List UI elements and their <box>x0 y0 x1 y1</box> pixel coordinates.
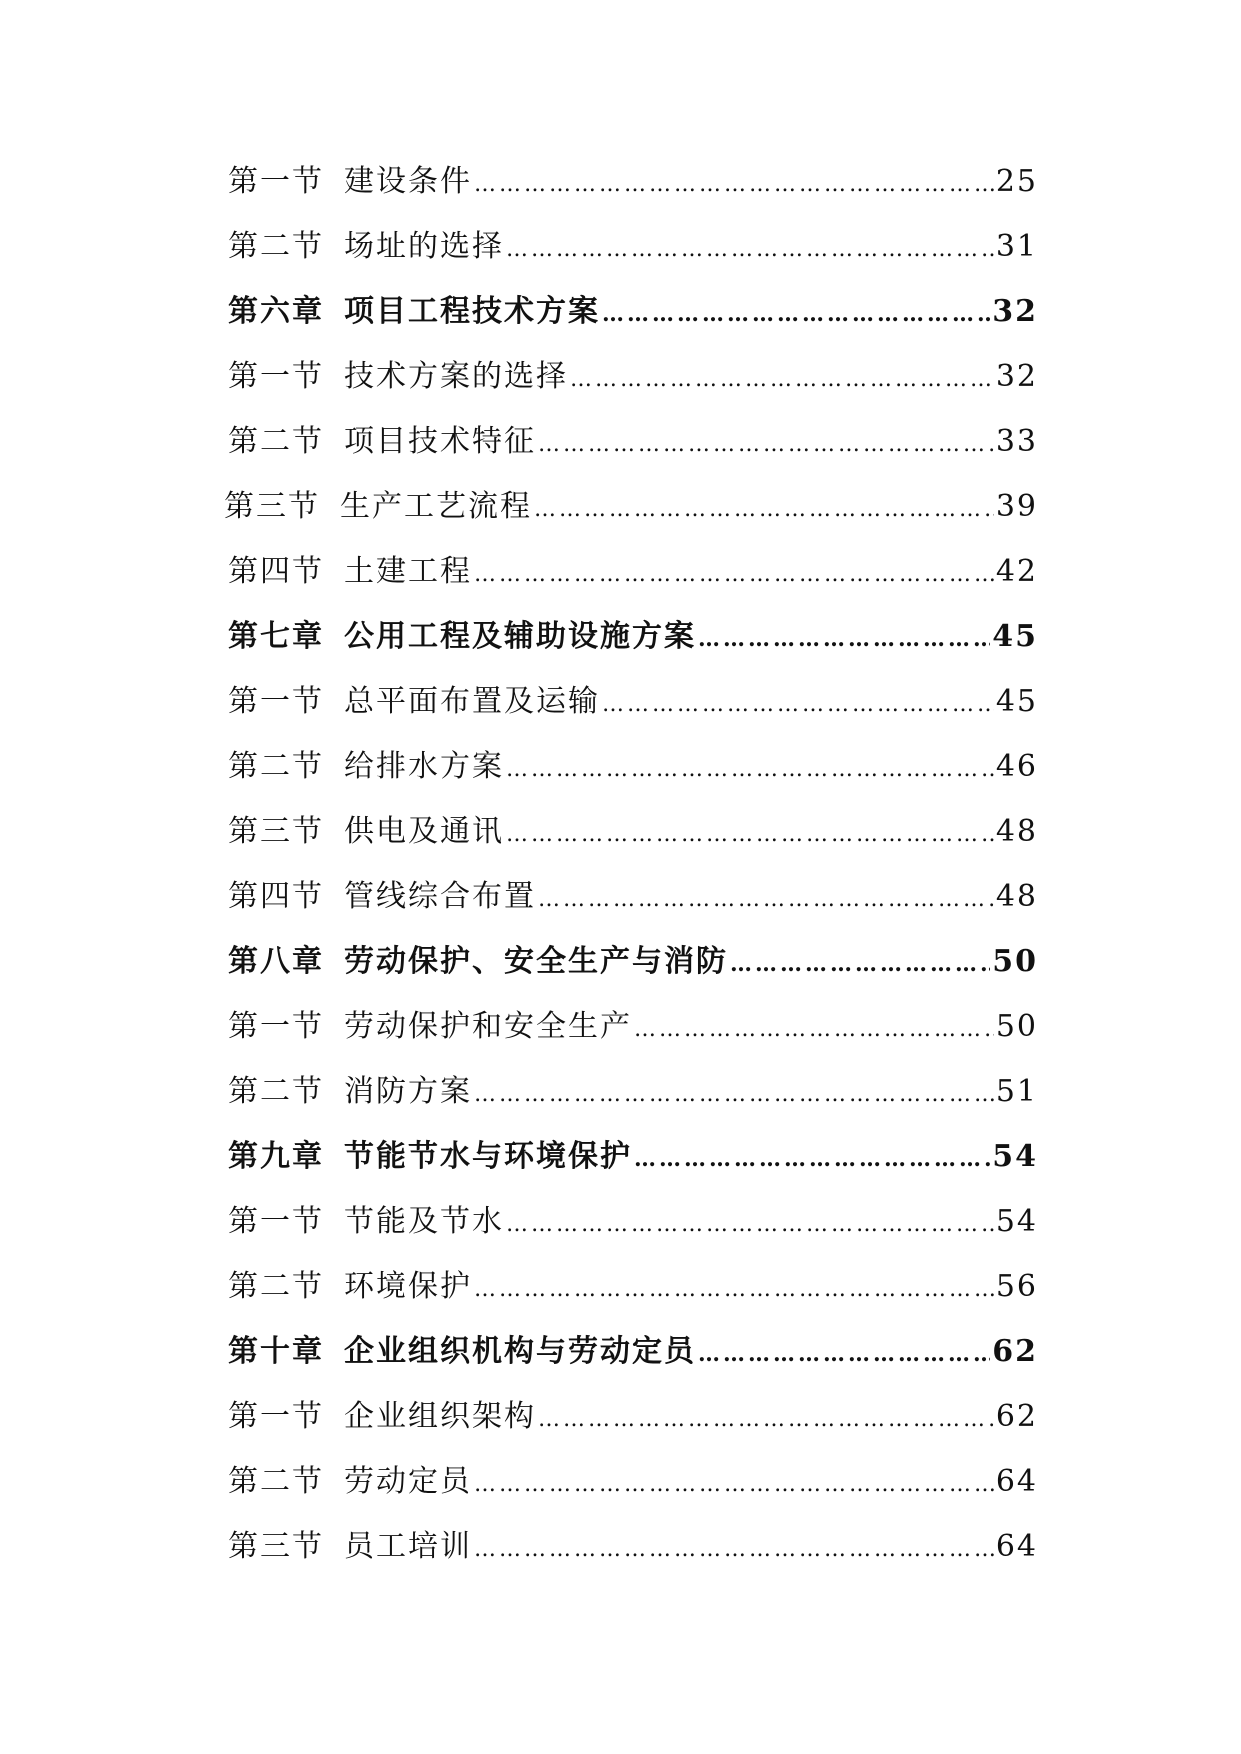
toc-entry[interactable] <box>228 1449 1038 1514</box>
toc-page-number: 25 <box>995 164 1038 199</box>
toc-page-number: 54 <box>995 1204 1038 1239</box>
toc-entry[interactable] <box>228 1384 1038 1449</box>
toc-entry[interactable] <box>228 734 1038 799</box>
toc-page-number: 54 <box>992 1139 1038 1174</box>
toc-entry[interactable] <box>228 539 1038 604</box>
dot-leader <box>474 542 994 607</box>
toc-title: 总平面布置及运输 <box>344 684 600 719</box>
toc-chapter-entry[interactable] <box>228 1124 1038 1189</box>
dot-leader <box>474 1257 994 1322</box>
toc-page-number: 51 <box>995 1074 1038 1109</box>
dot-leader <box>730 932 990 997</box>
toc-label: 第九章 <box>228 1139 324 1174</box>
toc-chapter-entry[interactable] <box>228 1319 1038 1384</box>
toc-title: 员工培训 <box>344 1529 472 1564</box>
toc-title: 供电及通讯 <box>344 814 504 849</box>
toc-page-number: 50 <box>995 1009 1038 1044</box>
toc-label: 第六章 <box>228 294 324 329</box>
toc-page-number: 50 <box>992 944 1038 979</box>
toc-label: 第四节 <box>228 879 324 914</box>
toc-page-number: 32 <box>995 359 1038 394</box>
dot-leader <box>506 802 994 867</box>
toc-entry[interactable] <box>228 1059 1038 1124</box>
toc-entry[interactable] <box>228 799 1038 864</box>
toc-title: 给排水方案 <box>344 749 504 784</box>
toc-title: 劳动保护、安全生产与消防 <box>344 944 728 979</box>
toc-entry[interactable] <box>228 1514 1038 1579</box>
toc-entry[interactable] <box>228 669 1038 734</box>
toc-page-number: 62 <box>995 1399 1038 1434</box>
toc-label: 第一节 <box>228 164 324 199</box>
toc-page-number: 64 <box>995 1464 1038 1499</box>
toc-entry[interactable] <box>228 864 1038 929</box>
toc-title: 企业组织架构 <box>344 1399 536 1434</box>
toc-label: 第三节 <box>228 814 324 849</box>
toc-page-number: 62 <box>992 1334 1038 1369</box>
toc-entry[interactable] <box>224 474 1038 539</box>
toc-chapter-entry[interactable] <box>228 279 1038 344</box>
toc-title: 节能节水与环境保护 <box>344 1139 632 1174</box>
toc-title: 企业组织机构与劳动定员 <box>344 1334 696 1369</box>
toc-title: 节能及节水 <box>344 1204 504 1239</box>
toc-title: 土建工程 <box>344 554 472 589</box>
toc-label: 第一节 <box>228 1009 324 1044</box>
dot-leader <box>474 1517 994 1582</box>
toc-page-number: 31 <box>995 229 1038 264</box>
toc-page-number: 64 <box>995 1529 1038 1564</box>
toc-page-number: 46 <box>995 749 1038 784</box>
toc-label: 第一节 <box>228 1399 324 1434</box>
toc-page-number: 45 <box>995 684 1038 719</box>
toc-entry[interactable] <box>228 994 1038 1059</box>
toc-title: 环境保护 <box>344 1269 472 1304</box>
toc-label: 第二节 <box>228 1464 324 1499</box>
toc-label: 第三节 <box>228 1529 324 1564</box>
toc-title: 技术方案的选择 <box>344 359 568 394</box>
toc-entry[interactable] <box>228 1189 1038 1254</box>
dot-leader <box>474 152 994 217</box>
dot-leader <box>506 1192 994 1257</box>
dot-leader <box>474 1452 994 1517</box>
toc-title: 场址的选择 <box>344 229 504 264</box>
dot-leader <box>474 1062 994 1127</box>
dot-leader <box>698 607 990 672</box>
dot-leader <box>634 997 994 1062</box>
toc-title: 劳动定员 <box>344 1464 472 1499</box>
toc-chapter-entry[interactable] <box>228 604 1038 669</box>
toc-title: 项目工程技术方案 <box>344 294 600 329</box>
toc-label: 第二节 <box>228 229 324 264</box>
toc-title: 项目技术特征 <box>344 424 536 459</box>
toc-title: 管线综合布置 <box>344 879 536 914</box>
dot-leader <box>602 672 994 737</box>
toc-entry[interactable] <box>228 214 1038 279</box>
dot-leader <box>538 412 994 477</box>
toc-page-number: 33 <box>995 424 1038 459</box>
dot-leader <box>534 477 994 542</box>
toc-label: 第十章 <box>228 1334 324 1369</box>
toc-page-number: 32 <box>992 294 1038 329</box>
toc-label: 第四节 <box>228 554 324 589</box>
toc-title: 消防方案 <box>344 1074 472 1109</box>
dot-leader <box>538 1387 994 1452</box>
toc-label: 第八章 <box>228 944 324 979</box>
toc-label: 第一节 <box>228 684 324 719</box>
toc-page-number: 56 <box>995 1269 1038 1304</box>
dot-leader <box>506 217 994 282</box>
toc-label: 第二节 <box>228 1269 324 1304</box>
toc-label: 第一节 <box>228 1204 324 1239</box>
toc-chapter-entry[interactable] <box>228 929 1038 994</box>
toc-page-number: 42 <box>995 554 1038 589</box>
toc-label: 第二节 <box>228 1074 324 1109</box>
toc-title: 生产工艺流程 <box>340 489 532 524</box>
dot-leader <box>634 1127 990 1192</box>
table-of-contents <box>224 149 1038 1579</box>
toc-label: 第七章 <box>228 619 324 654</box>
toc-entry[interactable] <box>228 1254 1038 1319</box>
toc-title: 建设条件 <box>344 164 472 199</box>
dot-leader <box>570 347 994 412</box>
dot-leader <box>698 1322 990 1387</box>
toc-label: 第一节 <box>228 359 324 394</box>
toc-label: 第二节 <box>228 749 324 784</box>
toc-entry[interactable] <box>228 409 1038 474</box>
toc-page-number: 45 <box>992 619 1038 654</box>
toc-page-number: 48 <box>995 879 1038 914</box>
toc-entry[interactable] <box>228 149 1038 214</box>
toc-label: 第三节 <box>224 489 320 524</box>
dot-leader <box>506 737 994 802</box>
toc-entry[interactable] <box>228 344 1038 409</box>
toc-title: 劳动保护和安全生产 <box>344 1009 632 1044</box>
toc-page-number: 39 <box>995 489 1038 524</box>
toc-label: 第二节 <box>228 424 324 459</box>
toc-title: 公用工程及辅助设施方案 <box>344 619 696 654</box>
toc-page-number: 48 <box>995 814 1038 849</box>
dot-leader <box>602 282 990 347</box>
dot-leader <box>538 867 994 932</box>
